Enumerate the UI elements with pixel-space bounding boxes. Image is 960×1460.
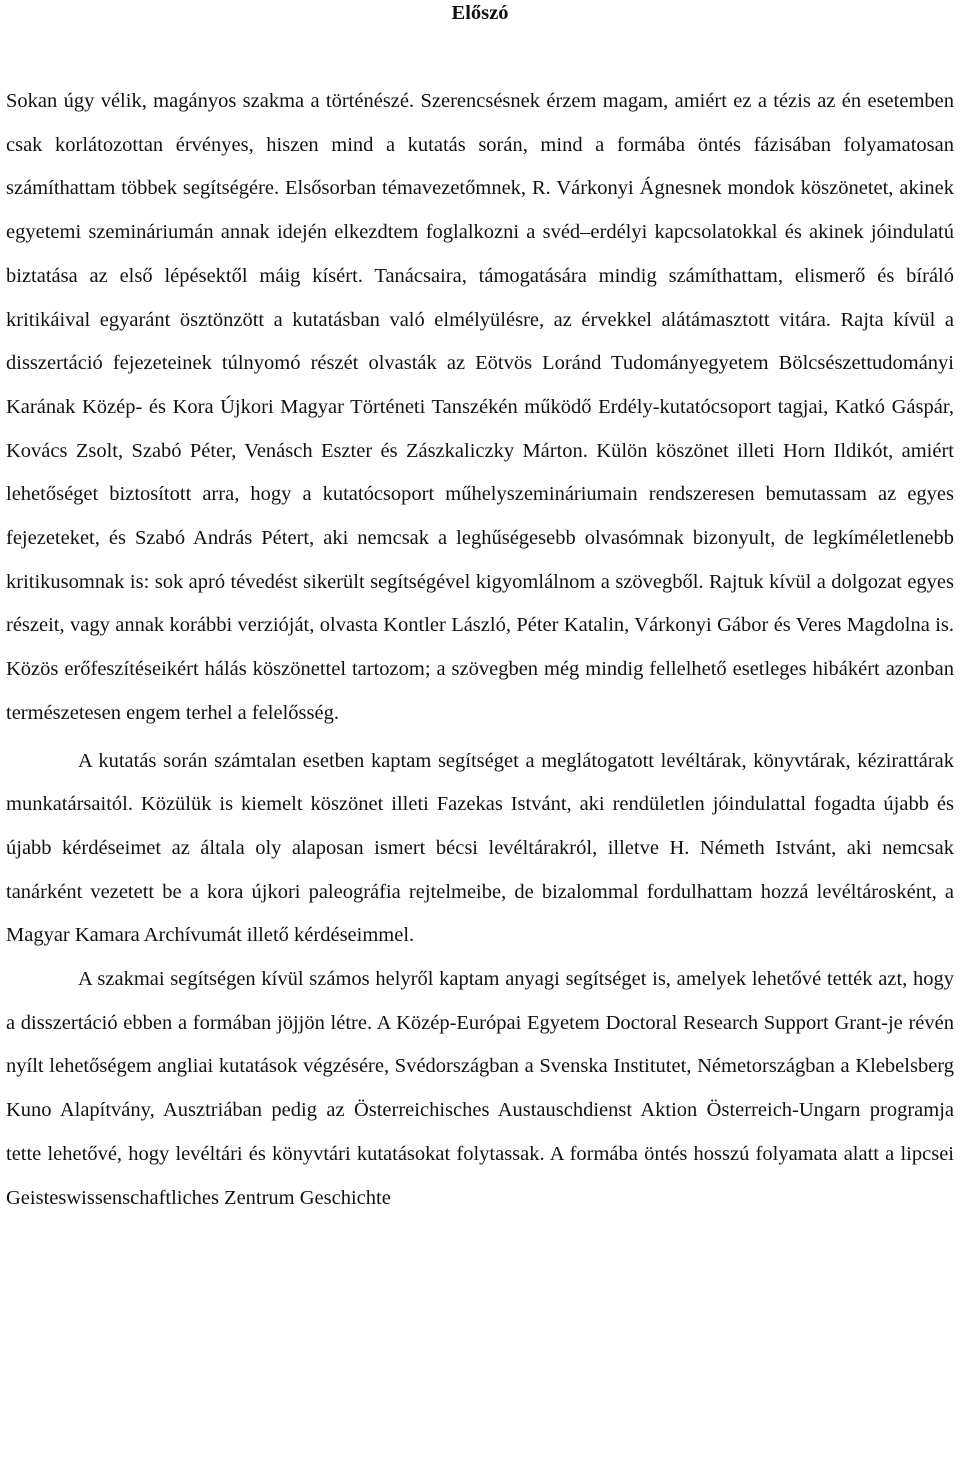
paragraph-acknowledgements-funding: A szakmai segítségen kívül számos helyről kaptam anyagi segítséget is, amelyek lehetővé tették azt, hogy a disszertáció ebben a formában jöjjön létre. A Közép-Európai Egyetem Doctoral Research Support Grant-je révén nyílt lehetőségem angliai kutatások végzésére, Svédországban a Svenska Institutet, Németországban a Klebelsberg Kuno Alapítvány, Ausztriában pedig az Österreichisches Austauschdienst Aktion Österreich-Ungarn programja tette lehetővé, hogy levéltári és könyvtári kutatásokat folytassak. A formába öntés hosszú folyamata alatt a lipcsei Geisteswissenschaftliches Zentrum Geschichte	[6, 968, 954, 1209]
paragraph-acknowledgements-archives: A kutatás során számtalan esetben kaptam segítséget a meglátogatott levéltárak, könyvtárak, kézirattárak munkatársaitól. Közülük is kiemelt köszönet illeti Fazekas Istvánt, aki rendületlen jóindulattal fogadta újabb és újabb kérdéseimet az általa oly alaposan ismert bécsi levéltárakról, illetve H. Németh Istvánt, aki nemcsak tanárként vezetett be a kora újkori paleográfia rejtelmeibe, de bizalommal fordulhattam hozzá levéltárosként, a Magyar Kamara Archívumát illető kérdéseimmel.	[6, 749, 954, 947]
paragraph-acknowledgements-colleagues: Sokan úgy vélik, magányos szakma a történészé. Szerencsésnek érzem magam, amiért ez a tézis az én esetemben csak korlátozottan érvényes, hiszen mind a kutatás során, mind a formába öntés fázisában folyamatosan számíthattam többek segítségére. Elsősorban témavezetőmnek, R. Várkonyi Ágnesnek mondok köszönetet, akinek egyetemi szemináriumán annak idején elkezdtem foglalkozni a svéd–erdélyi kapcsolatokkal és akinek jóindulatú biztatása az első lépésektől máig kísért. Tanácsaira, támogatására mindig számíthattam, elismerő és bíráló kritikáival egyaránt ösztönzött a kutatásban való elmélyülésre, az érvekkel alátámasztott vitára. Rajta kívül a disszertáció fejezeteinek túlnyomó részét olvasták az Eötvös Loránd Tudományegyetem Bölcsészettudományi Karának Közép- és Kora Újkori Magyar Történeti Tanszékén működő Erdély-kutatócsoport tagjai, Katkó Gáspár, Kovács Zsolt, Szabó Péter, Venásch Eszter és Zászkaliczky Márton. Külön köszönet illeti Horn Ildikót, amiért lehetőséget biztosított arra, hogy a kutatócsoport műhelyszemináriumain rendszeresen bemutassam az egyes fejezeteket, és Szabó András Pétert, aki nemcsak a leghűségesebb olvasómnak bizonyult, de legkíméletlenebb kritikusomnak is: sok apró tévedést sikerült segítségével kigyomlálnom a szövegből. Rajtuk kívül a dolgozat egyes részeit, vagy annak korábbi verzióját, olvasta Kontler László, Péter Katalin, Várkonyi Gábor és Veres Magdolna is. Közös erőfeszítéseikért hálás köszönettel tartozom; a szövegben még mindig fellelhető esetleges hibákért azonban természetesen engem terhel a felelősség.	[6, 90, 954, 724]
document-page	[6, 0, 954, 1220]
page-title: Előszó	[451, 2, 509, 24]
